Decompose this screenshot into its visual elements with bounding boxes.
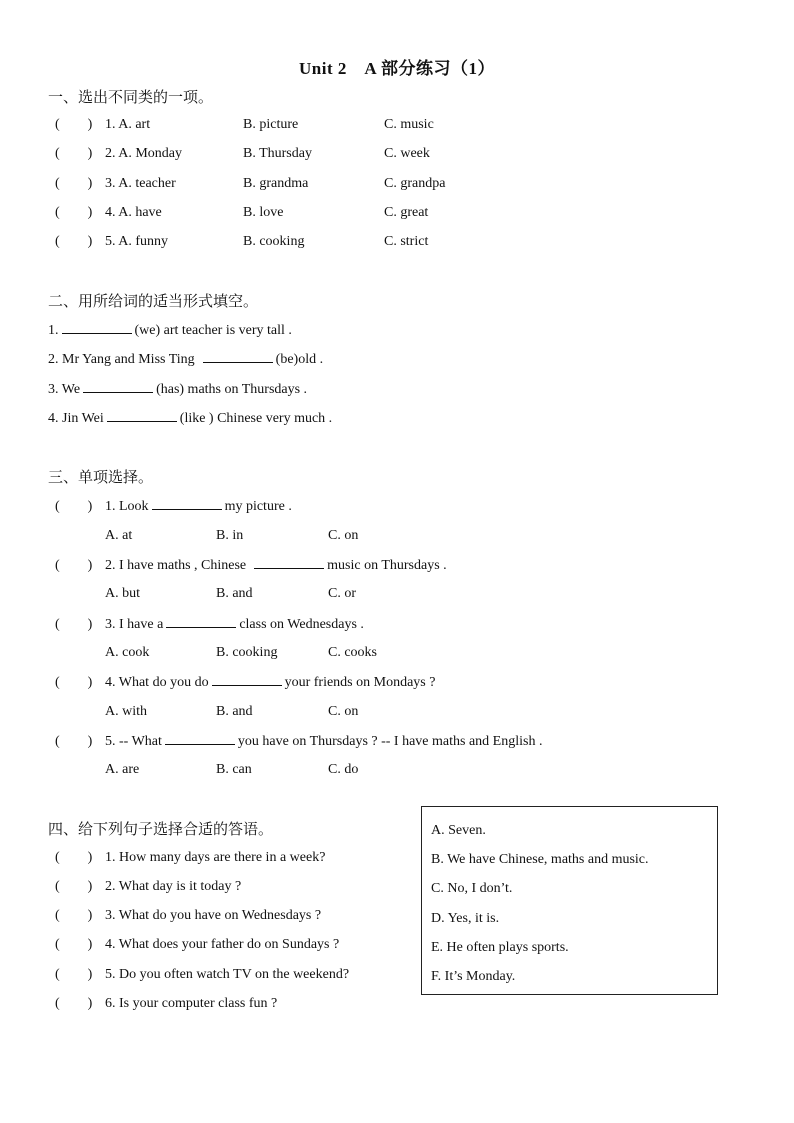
sec2-question-1: 1. (we) art teacher is very tall . <box>48 319 292 342</box>
sec3-q2-option-b[interactable]: B. and <box>216 586 253 601</box>
sec3-q3-option-b[interactable]: B. cooking <box>216 645 278 660</box>
sec1-q5-option-b: B. cooking <box>243 234 305 249</box>
sec3-q1-option-a[interactable]: A. at <box>105 528 133 543</box>
answer-paren[interactable]: ( ) <box>55 617 93 632</box>
answer-paren[interactable]: ( ) <box>55 908 93 923</box>
answer-paren[interactable]: ( ) <box>55 734 93 749</box>
section-3-heading: 三、单项选择。 <box>48 470 154 486</box>
sec3-question-5: ( ) 5. -- What you have on Thursdays ? -- I have maths and English . <box>55 730 542 752</box>
sec1-q5-option-c: C. strict <box>384 234 429 249</box>
section-1-heading: 一、选出不同类的一项。 <box>48 90 214 106</box>
sec1-question-4: ( ) 4. A. have <box>55 202 162 224</box>
sec1-q4-option-b: B. love <box>243 205 284 220</box>
sec3-question-4: ( ) 4. What do you do your friends on Mondays ? <box>55 671 435 693</box>
section-4-heading: 四、给下列句子选择合适的答语。 <box>48 822 274 838</box>
sec3-q1-option-c[interactable]: C. on <box>328 528 359 543</box>
sec3-q3-option-a[interactable]: A. cook <box>105 645 150 660</box>
sec1-question-2: ( ) 2. A. Monday <box>55 143 182 165</box>
sec2-question-2: 2. Mr Yang and Miss Ting (be)old . <box>48 348 323 371</box>
answer-paren[interactable]: ( ) <box>55 850 93 865</box>
sec1-q1-option-c: C. music <box>384 117 434 132</box>
answer-paren[interactable]: ( ) <box>55 176 93 191</box>
fill-blank[interactable] <box>166 613 236 628</box>
sec4-question-5: ( ) 5. Do you often watch TV on the weekend? <box>55 964 349 986</box>
sec3-question-1: ( ) 1. Look my picture . <box>55 495 292 517</box>
answer-paren[interactable]: ( ) <box>55 558 93 573</box>
fill-blank[interactable] <box>212 671 282 686</box>
sec1-question-5: ( ) 5. A. funny <box>55 231 168 253</box>
sec2-question-3: 3. We (has) maths on Thursdays . <box>48 378 307 401</box>
sec4-question-1: ( ) 1. How many days are there in a week? <box>55 847 325 869</box>
answer-paren[interactable]: ( ) <box>55 205 93 220</box>
sec1-q3-option-b: B. grandma <box>243 176 309 191</box>
sec3-q4-option-b[interactable]: B. and <box>216 704 253 719</box>
sec3-question-2: ( ) 2. I have maths , Chinese music on Thursdays . <box>55 554 447 576</box>
sec1-q1-option-b: B. picture <box>243 117 299 132</box>
answer-option-c: C. No, I don’t. <box>431 881 513 896</box>
fill-blank[interactable] <box>107 407 177 422</box>
sec4-question-4: ( ) 4. What does your father do on Sundays ? <box>55 934 339 956</box>
answer-paren[interactable]: ( ) <box>55 879 93 894</box>
sec1-question-3: ( ) 3. A. teacher <box>55 173 176 195</box>
sec1-q4-option-c: C. great <box>384 205 429 220</box>
answer-option-e: E. He often plays sports. <box>431 940 569 955</box>
sec4-question-3: ( ) 3. What do you have on Wednesdays ? <box>55 905 321 927</box>
fill-blank[interactable] <box>83 378 153 393</box>
sec3-q2-option-c[interactable]: C. or <box>328 586 356 601</box>
answer-option-b: B. We have Chinese, maths and music. <box>431 852 649 867</box>
sec1-question-1: ( ) 1. A. art <box>55 114 150 136</box>
sec1-q2-option-b: B. Thursday <box>243 146 312 161</box>
answer-paren[interactable]: ( ) <box>55 675 93 690</box>
fill-blank[interactable] <box>254 554 324 569</box>
sec3-q5-option-a[interactable]: A. are <box>105 762 140 777</box>
sec3-question-3: ( ) 3. I have a class on Wednesdays . <box>55 613 364 635</box>
answer-paren[interactable]: ( ) <box>55 234 93 249</box>
answer-option-d: D. Yes, it is. <box>431 911 500 926</box>
answer-paren[interactable]: ( ) <box>55 967 93 982</box>
sec3-q4-option-a[interactable]: A. with <box>105 704 147 719</box>
worksheet-title: Unit 2 A 部分练习（1） <box>299 59 495 78</box>
fill-blank[interactable] <box>62 319 132 334</box>
fill-blank[interactable] <box>203 348 273 363</box>
sec1-q3-option-c: C. grandpa <box>384 176 446 191</box>
answer-option-a: A. Seven. <box>431 823 486 838</box>
section-2-heading: 二、用所给词的适当形式填空。 <box>48 294 259 310</box>
sec3-q1-option-b[interactable]: B. in <box>216 528 244 543</box>
answer-paren[interactable]: ( ) <box>55 937 93 952</box>
fill-blank[interactable] <box>165 730 235 745</box>
answer-paren[interactable]: ( ) <box>55 117 93 132</box>
sec3-q2-option-a[interactable]: A. but <box>105 586 140 601</box>
answer-paren[interactable]: ( ) <box>55 499 93 514</box>
sec4-question-6: ( ) 6. Is your computer class fun ? <box>55 993 277 1015</box>
answer-paren[interactable]: ( ) <box>55 146 93 161</box>
sec2-question-4: 4. Jin Wei (like ) Chinese very much . <box>48 407 332 430</box>
sec3-q4-option-c[interactable]: C. on <box>328 704 359 719</box>
sec3-q3-option-c[interactable]: C. cooks <box>328 645 377 660</box>
sec3-q5-option-b[interactable]: B. can <box>216 762 252 777</box>
sec3-q5-option-c[interactable]: C. do <box>328 762 359 777</box>
sec4-question-2: ( ) 2. What day is it today ? <box>55 876 241 898</box>
answer-option-f: F. It’s Monday. <box>431 969 516 984</box>
fill-blank[interactable] <box>152 495 222 510</box>
sec1-q2-option-c: C. week <box>384 146 430 161</box>
answer-options-box <box>421 806 718 995</box>
answer-paren[interactable]: ( ) <box>55 996 93 1011</box>
